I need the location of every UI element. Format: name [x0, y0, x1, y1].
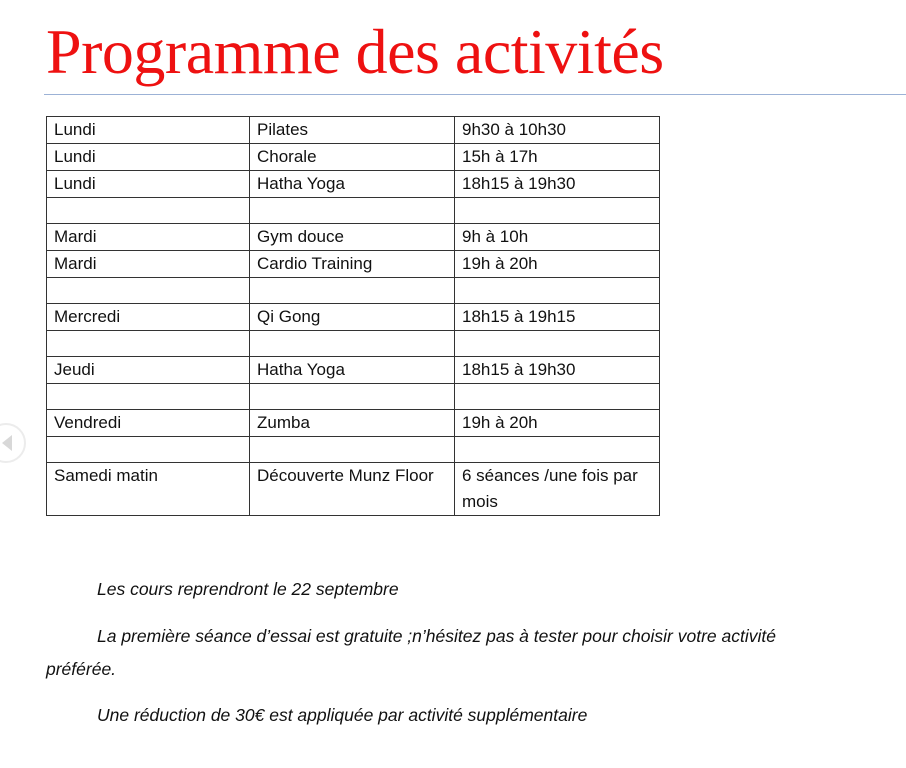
day-cell [47, 331, 250, 357]
activity-cell: Gym douce [250, 224, 455, 251]
title-underline [44, 94, 906, 95]
day-cell: Lundi [47, 117, 250, 144]
table-row [47, 251, 660, 278]
table-row [47, 437, 660, 463]
day-cell: Samedi matin [47, 463, 250, 516]
table-row [47, 384, 660, 410]
time-cell: 18h15 à 19h15 [455, 304, 660, 331]
day-cell: Jeudi [47, 357, 250, 384]
activity-cell [250, 384, 455, 410]
time-cell: 19h à 20h [455, 251, 660, 278]
day-cell: Lundi [47, 144, 250, 171]
time-cell [455, 437, 660, 463]
table-row [47, 224, 660, 251]
table-row [47, 331, 660, 357]
activity-cell [250, 278, 455, 304]
note-resume: Les cours reprendront le 22 septembre [97, 579, 399, 599]
day-cell: Vendredi [47, 410, 250, 437]
activity-cell: Cardio Training [250, 251, 455, 278]
time-cell [455, 198, 660, 224]
note-trial: La première séance d’essai est gratuite ;n’hésitez pas à tester pour choisir votre activité [97, 626, 776, 646]
table-row [47, 117, 660, 144]
time-cell: 9h30 à 10h30 [455, 117, 660, 144]
activity-cell [250, 331, 455, 357]
table-row [47, 357, 660, 384]
table-row [47, 171, 660, 198]
activity-cell [250, 437, 455, 463]
activity-cell: Zumba [250, 410, 455, 437]
day-cell [47, 198, 250, 224]
activity-cell: Pilates [250, 117, 455, 144]
time-cell [455, 384, 660, 410]
page-title: Programme des activités [46, 16, 664, 87]
time-cell: 9h à 10h [455, 224, 660, 251]
table-row [47, 198, 660, 224]
activity-cell: Chorale [250, 144, 455, 171]
schedule-table [46, 116, 660, 516]
time-cell: 19h à 20h [455, 410, 660, 437]
table-row [47, 463, 660, 516]
day-cell [47, 384, 250, 410]
note-discount: Une réduction de 30€ est appliquée par activité supplémentaire [97, 705, 588, 725]
day-cell: Mardi [47, 251, 250, 278]
table-row [47, 304, 660, 331]
activity-cell: Qi Gong [250, 304, 455, 331]
activity-cell: Hatha Yoga [250, 357, 455, 384]
activity-cell: Hatha Yoga [250, 171, 455, 198]
time-cell: 18h15 à 19h30 [455, 171, 660, 198]
time-cell [455, 331, 660, 357]
activity-cell [250, 198, 455, 224]
table-row [47, 144, 660, 171]
day-cell: Lundi [47, 171, 250, 198]
day-cell [47, 437, 250, 463]
day-cell [47, 278, 250, 304]
previous-page-button[interactable] [0, 423, 26, 463]
time-cell: 6 séances /une fois par mois [455, 463, 660, 516]
note-trial-cont: préférée. [46, 659, 117, 679]
time-cell: 18h15 à 19h30 [455, 357, 660, 384]
time-cell [455, 278, 660, 304]
table-row [47, 278, 660, 304]
time-cell: 15h à 17h [455, 144, 660, 171]
day-cell: Mercredi [47, 304, 250, 331]
table-row [47, 410, 660, 437]
day-cell: Mardi [47, 224, 250, 251]
left-arrow-icon [2, 435, 12, 451]
activity-cell: Découverte Munz Floor [250, 463, 455, 516]
